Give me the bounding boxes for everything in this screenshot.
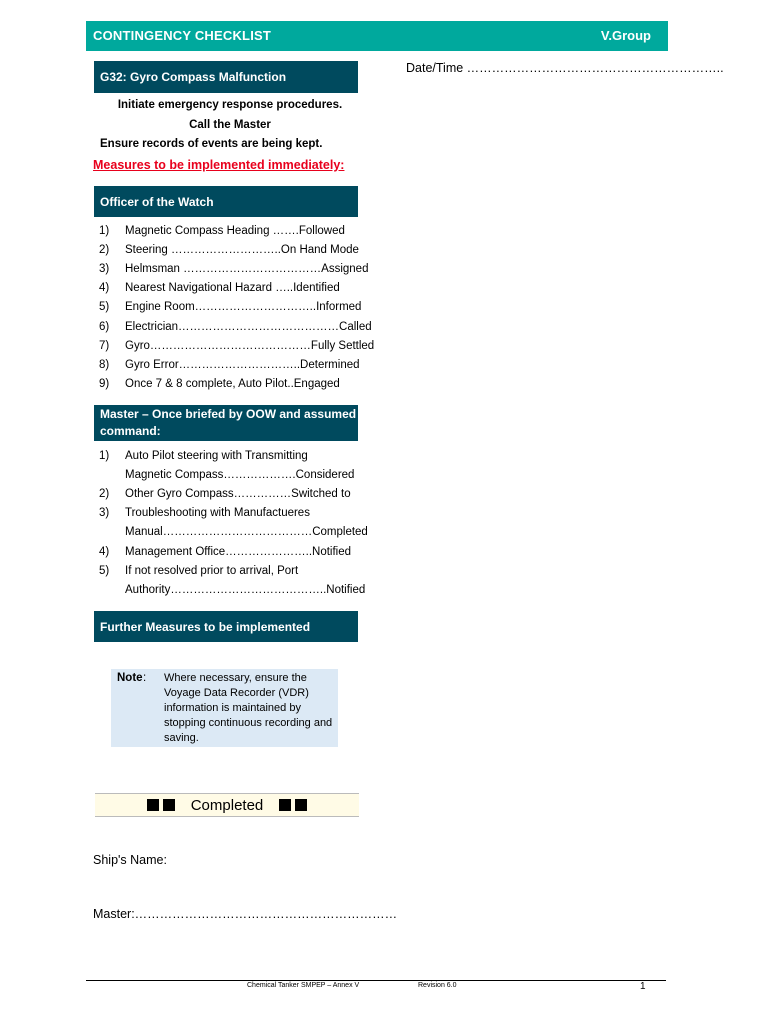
list-item (99, 446, 355, 465)
oow-list (99, 221, 375, 394)
intro-line-3: Ensure records of events are being kept. (100, 138, 323, 150)
master-signature-field: Master:……………………………………………………… (93, 907, 398, 921)
footer-document-name: Chemical Tanker SMPEP – Annex V (247, 982, 360, 989)
item-text (125, 244, 361, 256)
list-item (99, 259, 369, 278)
item-label: Gyro Error…………………………..Determined (125, 358, 360, 371)
item-label: Troubleshooting with Manufactueres (125, 507, 310, 520)
list-item (99, 484, 355, 503)
list-item (99, 279, 355, 298)
item-text (125, 450, 355, 462)
further-measures-heading-text: Further Measures to be implemented (100, 619, 311, 634)
item-label: Magnetic Compass……………….Considered (125, 468, 355, 481)
item-number: 2) (99, 243, 110, 256)
item-label: Electrician……………………………………Called (125, 320, 372, 333)
oow-heading (94, 186, 358, 217)
item-text (125, 378, 355, 390)
page-number: 1 (640, 981, 646, 992)
item-label: Other Gyro Compass……………Switched to (125, 487, 351, 500)
item-label: Once 7 & 8 complete, Auto Pilot..Engaged (125, 378, 340, 391)
intro-line-1: Initiate emergency response procedures. (117, 99, 343, 111)
item-text (125, 282, 355, 294)
item-label: Engine Room…………………………..Informed (125, 301, 362, 314)
item-text (125, 507, 355, 519)
item-number: 8) (99, 358, 110, 371)
item-number: 5) (99, 301, 110, 314)
square-icon (163, 799, 175, 811)
brand-name: V.Group (600, 28, 651, 43)
list-item (99, 580, 366, 599)
ships-name-field: Ship's Name: (93, 853, 167, 867)
list-item (99, 355, 360, 374)
checklist-title (94, 61, 358, 93)
footer-rule (86, 980, 666, 981)
checklist-title-text: G32: Gyro Compass Malfunction (100, 70, 287, 84)
list-item (99, 298, 362, 317)
immediate-measures-heading: Measures to be implemented immediately: (93, 158, 345, 172)
master-heading (94, 405, 358, 441)
note-colon: : (143, 672, 147, 684)
item-text (125, 488, 355, 500)
list-item (99, 240, 359, 259)
item-text (125, 321, 374, 333)
item-label: Nearest Navigational Hazard …..Identified (125, 282, 340, 295)
item-number: 1) (99, 449, 110, 462)
list-item (99, 561, 355, 580)
item-text (125, 526, 370, 538)
list-item (99, 504, 355, 523)
completed-label: Completed (190, 796, 264, 814)
note-text: Where necessary, ensure the Voyage Data Recorder (VDR) information is maintained by stopping continuous recording and saving. (164, 672, 333, 744)
item-number: 1) (99, 224, 110, 237)
list-item (99, 317, 372, 336)
item-number: 2) (99, 487, 110, 500)
item-number: 3) (99, 262, 110, 275)
item-label: Authority…………………………………..Notified (125, 583, 366, 596)
further-measures-heading (94, 611, 358, 642)
item-number: 9) (99, 378, 110, 391)
item-label: Manual…………………………………Completed (125, 526, 368, 539)
item-number: 3) (99, 507, 110, 520)
list-item (99, 221, 355, 240)
item-label: Helmsman ………………………………Assigned (125, 262, 369, 275)
item-label: Management Office…………………..Notified (125, 545, 352, 558)
item-number: 6) (99, 320, 110, 333)
item-text (125, 340, 376, 352)
item-number: 4) (99, 282, 110, 295)
item-text (125, 263, 370, 275)
item-number: 7) (99, 339, 110, 352)
list-item (99, 523, 368, 542)
item-text (125, 584, 367, 596)
item-text (125, 301, 363, 313)
footer-revision: Revision 6.0 (418, 982, 457, 989)
item-number: 5) (99, 564, 110, 577)
item-label: Magnetic Compass Heading …….Followed (125, 224, 345, 237)
item-label: Gyro……………………………………Fully Settled (125, 339, 375, 352)
date-time-field: Date/Time …………………………………………………….. (406, 61, 724, 75)
note-label: Note (117, 672, 143, 684)
completed-bar (95, 793, 359, 817)
square-icon (295, 799, 307, 811)
item-text (125, 546, 355, 558)
item-number: 4) (99, 545, 110, 558)
note-box (111, 669, 338, 747)
list-item (99, 336, 375, 355)
header-bar (86, 21, 668, 51)
square-icon (279, 799, 291, 811)
list-item (99, 375, 355, 394)
list-item (99, 542, 355, 561)
list-item (99, 465, 355, 484)
master-list (99, 446, 368, 600)
item-label: Auto Pilot steering with Transmitting (125, 449, 308, 462)
item-text (125, 225, 355, 237)
item-text (125, 359, 362, 371)
square-icon (147, 799, 159, 811)
item-label: If not resolved prior to arrival, Port (125, 564, 299, 577)
header-title: CONTINGENCY CHECKLIST (93, 28, 272, 43)
oow-heading-text: Officer of the Watch (100, 194, 214, 209)
intro-line-2: Call the Master (189, 119, 271, 131)
item-label: Steering ………………………..On Hand Mode (125, 243, 359, 256)
master-heading-text: Master – Once briefed by OOW and assumed command: (100, 407, 357, 438)
item-text (125, 469, 356, 481)
item-text (125, 565, 355, 577)
